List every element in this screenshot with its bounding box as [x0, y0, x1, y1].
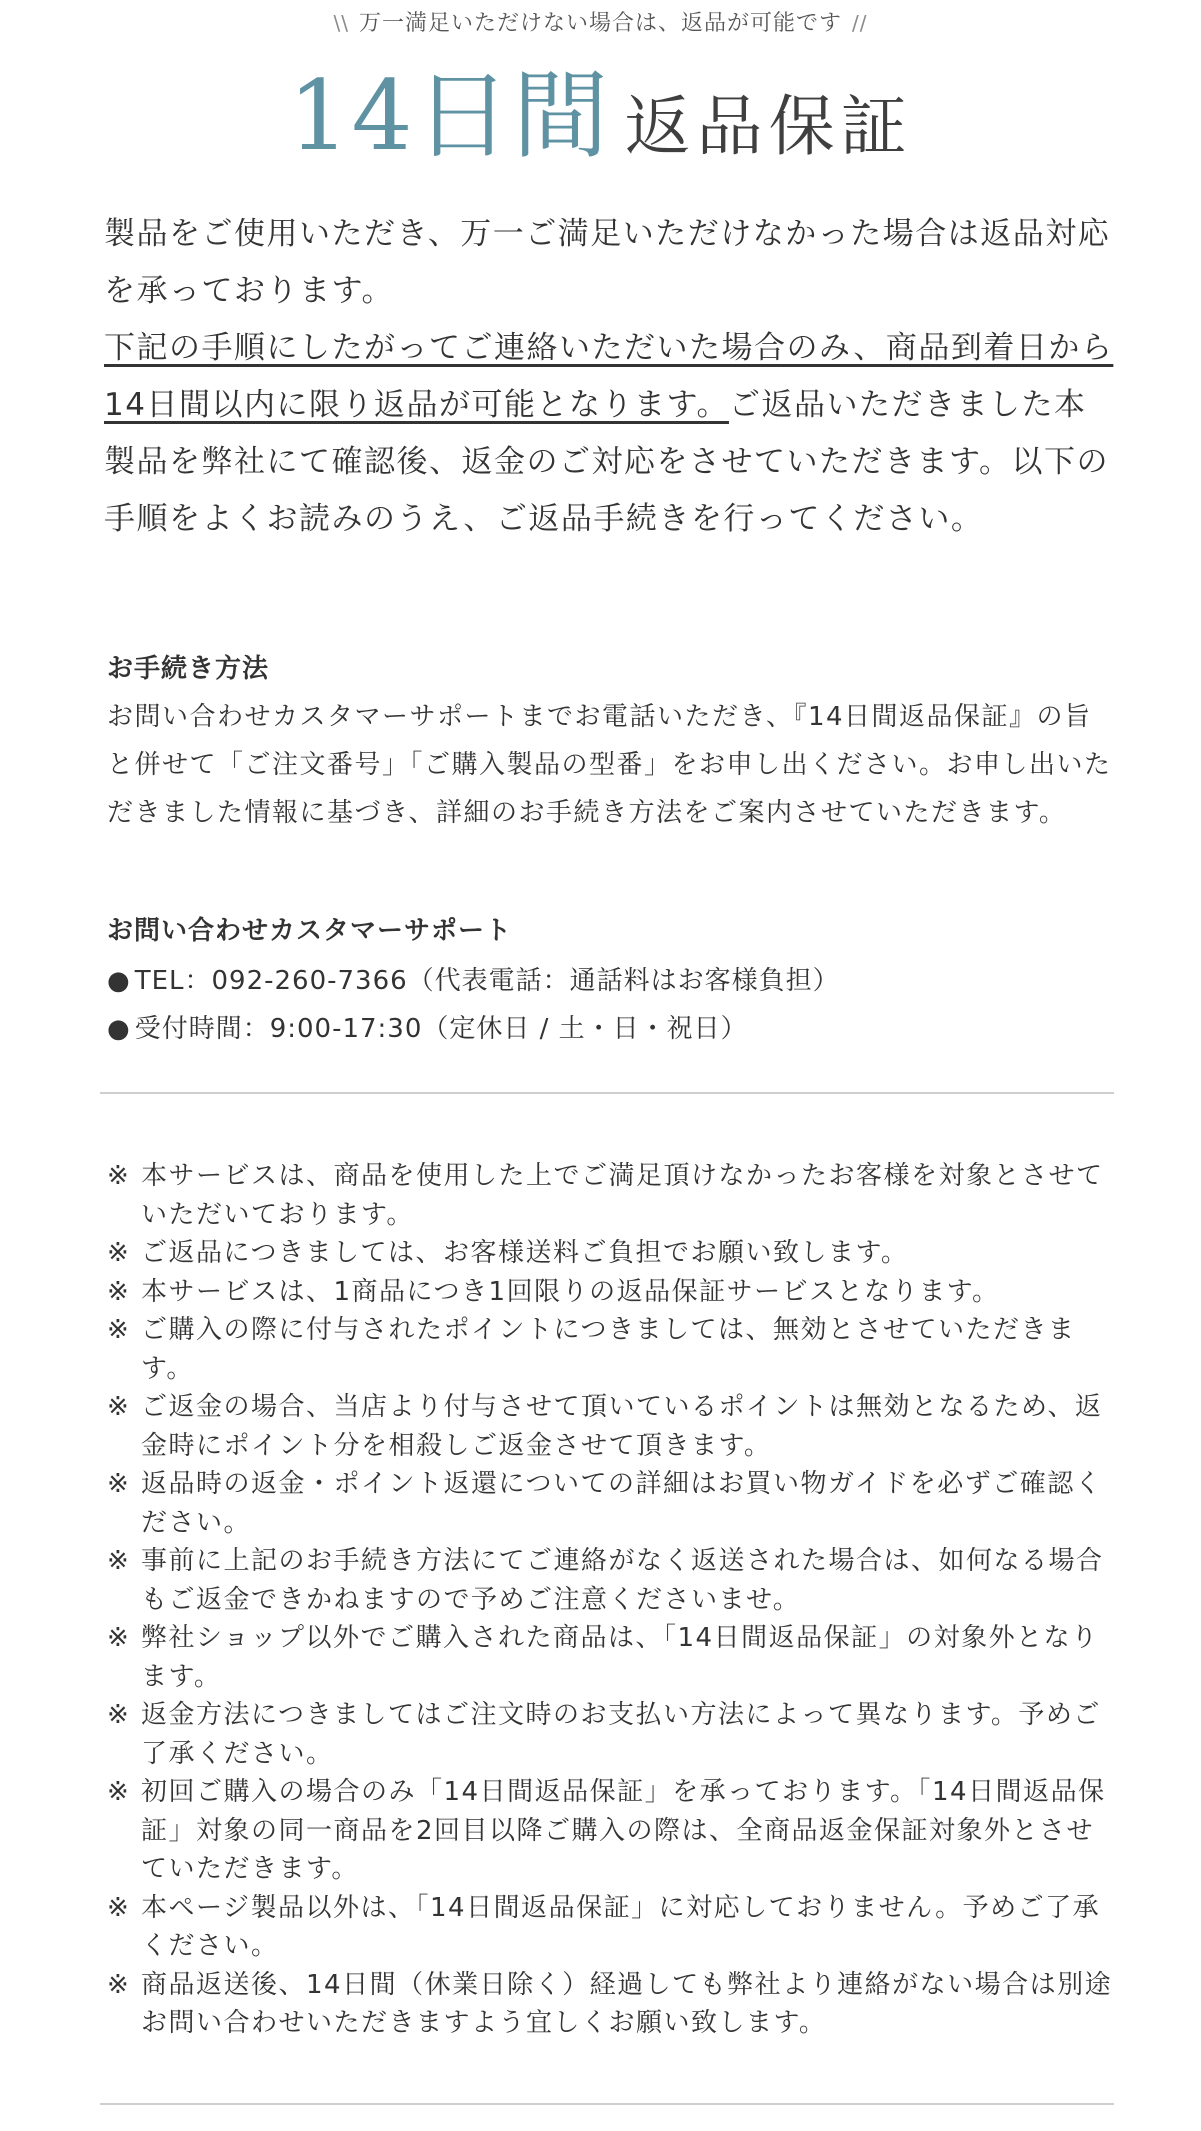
intro-paragraph-1: 製品をご使用いただき、万一ご満足いただけなかった場合は返品対応を承っております。 [104, 216, 1111, 309]
note-mark: ※ [107, 1623, 131, 1653]
note-mark: ※ [107, 1315, 131, 1345]
note-mark: ※ [107, 1700, 131, 1730]
note-text: 本サービスは、商品を使用した上でご満足頂けなかったお客様を対象とさせていただいております。 [141, 1161, 1104, 1230]
note-text: 初回ご購入の場合のみ「14日間返品保証」を承っております。「14日間返品保証」対象の同一商品を2回目以降ご購入の際は、全商品返金保証対象外とさせていただきます。 [141, 1777, 1106, 1884]
note-text: 事前に上記のお手続き方法にてご連絡がなく返送された場合は、如何なる場合もご返金できかねますので予めご注意くださいませ。 [141, 1546, 1104, 1615]
page-title [0, 56, 1201, 176]
note-mark: ※ [107, 1392, 131, 1422]
note-item [107, 1889, 1113, 1966]
note-item [107, 1157, 1113, 1234]
note-item [107, 1311, 1113, 1388]
note-text: 弊社ショップ以外でご購入された商品は、「14日間返品保証」の対象外となります。 [141, 1623, 1099, 1692]
support-hours-text: 受付時間：9:00-17:30（定休日 / 土・日・祝日） [134, 1014, 748, 1044]
tagline [0, 6, 1201, 37]
intro-text [104, 206, 1114, 548]
note-item [107, 1773, 1113, 1889]
note-text: 本ページ製品以外は、「14日間返品保証」に対応しておりません。予めご了承ください。 [141, 1892, 1101, 1961]
note-mark: ※ [107, 1777, 131, 1807]
note-text: 商品返送後、14日間（休業日除く）経過しても弊社より連絡がない場合は別途お問い合わせいただきますよう宜しくお願い致します。 [141, 1969, 1113, 2038]
note-mark: ※ [107, 1546, 131, 1576]
note-text: 返品時の返金・ポイント返還についての詳細はお買い物ガイドを必ずご確認ください。 [141, 1469, 1103, 1538]
support-hours [107, 1008, 748, 1045]
note-text: 本サービスは、1商品につき1回限りの返品保証サービスとなります。 [141, 1276, 1000, 1307]
tagline-text: 万一満足いただけない場合は、返品が可能です [358, 11, 842, 36]
notes-list [107, 1157, 1113, 2043]
intro-paragraph-2: ご返品いただきました本製品を弊社にて確認後、返金のご対応をさせていただきます。以下の手順をよくお読みのうえ、ご返品手続きを行ってください。 [104, 387, 1110, 537]
note-mark: ※ [107, 1238, 131, 1268]
section-divider [100, 1092, 1114, 1094]
note-item [107, 1465, 1113, 1542]
note-text: ご購入の際に付与されたポイントにつきましては、無効とさせていただきます。 [141, 1315, 1076, 1384]
note-mark: ※ [107, 1969, 131, 2000]
tagline-left-decoration: \\ [333, 11, 349, 35]
bottom-divider [100, 2103, 1114, 2105]
note-mark: ※ [107, 1276, 131, 1307]
page-title-rest: 返品保証 [624, 88, 913, 165]
note-item [107, 1696, 1113, 1773]
procedure-body: お問い合わせカスタマーサポートまでお電話いただき、『14日間返品保証』の旨と併せて「ご注文番号」「ご購入製品の型番」をお申し出ください。お申し出いただきました情報に基づき、詳細のお手続き方法をご案内させていただきます。 [107, 702, 1112, 828]
support-tel-text: TEL：092-260-7366（代表電話：通話料はお客様負担） [134, 966, 840, 996]
note-item [107, 1388, 1113, 1465]
procedure-heading: お手続き方法 [107, 654, 270, 684]
note-item [107, 1966, 1113, 2043]
page-title-accent: 14日間 [288, 60, 611, 172]
note-text: 返金方法につきましてはご注文時のお支払い方法によって異なります。予めご了承ください。 [141, 1700, 1101, 1769]
support-heading: お問い合わせカスタマーサポート [107, 916, 513, 946]
note-text: ご返品につきましては、お客様送料ご負担でお願い致します。 [141, 1238, 909, 1268]
tagline-right-decoration: // [852, 11, 868, 35]
note-text: ご返金の場合、当店より付与させて頂いているポイントは無効となるため、返金時にポイント分を相殺しご返金させて頂きます。 [141, 1392, 1103, 1461]
note-mark: ※ [107, 1469, 131, 1499]
intro-underlined-condition: 下記の手順にしたがってご連絡いただいた場合のみ、商品到着日から14日間以内に限り返品が可能となります。 [104, 330, 1114, 423]
note-item [107, 1619, 1113, 1696]
note-mark: ※ [107, 1892, 131, 1923]
support-tel [107, 960, 840, 997]
note-item [107, 1234, 1113, 1273]
note-item [107, 1542, 1113, 1619]
bullet-icon: ● [107, 966, 131, 996]
bullet-icon: ● [107, 1014, 131, 1044]
note-mark: ※ [107, 1161, 131, 1191]
note-item [107, 1273, 1113, 1312]
